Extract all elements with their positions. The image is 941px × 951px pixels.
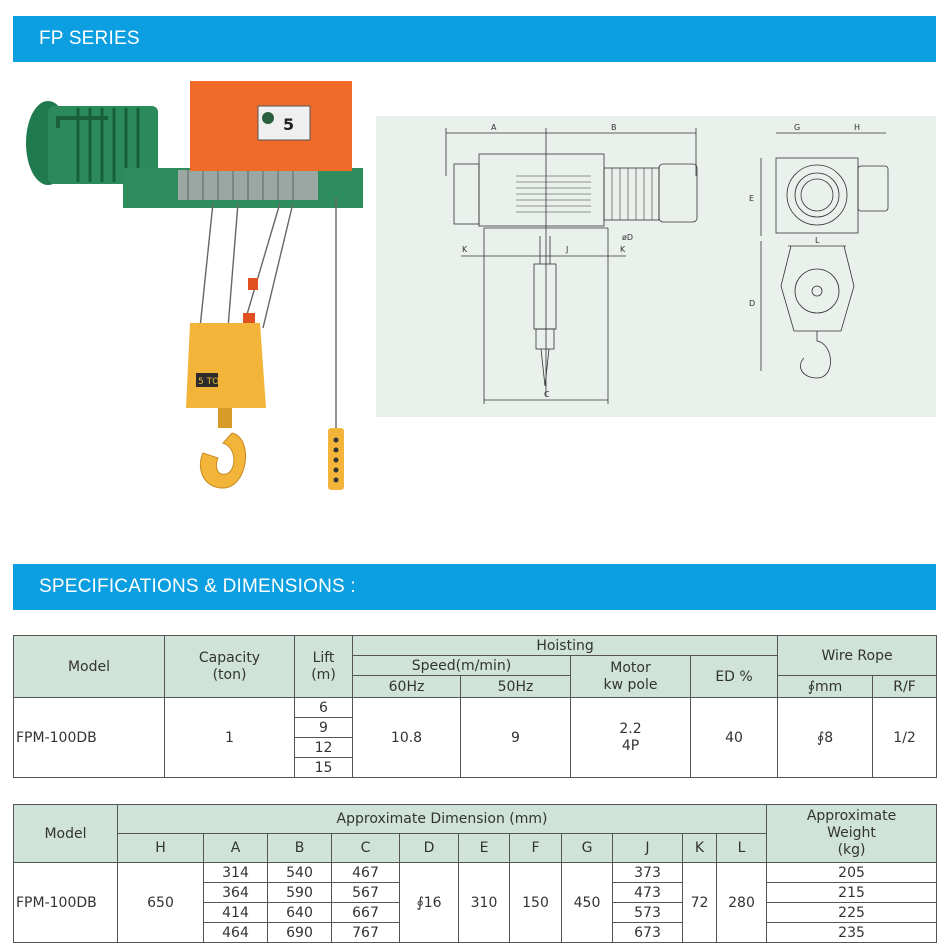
spec-lift: 9 — [295, 718, 353, 738]
spec-lift: 6 — [295, 698, 353, 718]
dim-header-j: J — [613, 834, 683, 863]
series-title: FP SERIES — [39, 28, 140, 49]
spec-motor: 2.2 4P — [571, 698, 691, 778]
header-rf: R/F — [873, 676, 937, 698]
dim-header-b: B — [268, 834, 332, 863]
dim-header-h: H — [118, 834, 204, 863]
header-50hz: 50Hz — [461, 676, 571, 698]
dim-j: 473 — [613, 883, 683, 903]
dim-label-k-left: K — [462, 245, 468, 254]
dimensions-table — [13, 804, 937, 943]
dim-a: 314 — [204, 863, 268, 883]
dim-header-f: F — [510, 834, 562, 863]
dim-header-weight: Approximate Weight (kg) — [767, 805, 937, 863]
dim-j: 573 — [613, 903, 683, 923]
specifications-table — [13, 635, 937, 778]
header-60hz: 60Hz — [353, 676, 461, 698]
dim-weight: 235 — [767, 923, 937, 943]
dim-model: FPM-100DB — [14, 863, 118, 943]
dim-l: 280 — [717, 863, 767, 943]
dim-label-k-right: K — [620, 245, 626, 254]
header-hoisting: Hoisting — [353, 636, 778, 656]
dim-header-a: A — [204, 834, 268, 863]
dim-a: 464 — [204, 923, 268, 943]
header-motor: Motor kw pole — [571, 656, 691, 698]
dimension-drawing — [376, 116, 936, 417]
dim-b: 590 — [268, 883, 332, 903]
capacity-plate-number: 5 — [283, 115, 295, 134]
dim-k: 72 — [683, 863, 717, 943]
dim-a: 414 — [204, 903, 268, 923]
spec-model: FPM-100DB — [14, 698, 165, 778]
dim-g: 450 — [562, 863, 613, 943]
dim-header-l: L — [717, 834, 767, 863]
header-wire-rope: Wire Rope — [778, 636, 937, 676]
header-speed: Speed(m/min) — [353, 656, 571, 676]
spec-rf: 1/2 — [873, 698, 937, 778]
dim-c: 767 — [332, 923, 400, 943]
dim-label-d: øD — [622, 233, 634, 242]
hoist-product-photo — [18, 78, 368, 508]
dim-label-a: A — [491, 123, 497, 132]
dim-header-e: E — [459, 834, 510, 863]
dim-label-c: C — [544, 390, 550, 399]
header-ed: ED % — [691, 656, 778, 698]
dim-c: 467 — [332, 863, 400, 883]
dim-c: 567 — [332, 883, 400, 903]
dim-d: ∮16 — [400, 863, 459, 943]
dim-label-l: L — [815, 236, 820, 245]
dim-b: 540 — [268, 863, 332, 883]
dim-b: 690 — [268, 923, 332, 943]
dim-weight: 215 — [767, 883, 937, 903]
dim-label-j: J — [566, 245, 569, 254]
dim-header-c: C — [332, 834, 400, 863]
dim-header-d: D — [400, 834, 459, 863]
dim-b: 640 — [268, 903, 332, 923]
spec-speed-50: 9 — [461, 698, 571, 778]
header-rope-mm: ∮mm — [778, 676, 873, 698]
dim-header-g: G — [562, 834, 613, 863]
dim-header-k: K — [683, 834, 717, 863]
header-model: Model — [14, 636, 165, 698]
dim-j: 373 — [613, 863, 683, 883]
header-capacity: Capacity (ton) — [165, 636, 295, 698]
dim-e: 310 — [459, 863, 510, 943]
dim-a: 364 — [204, 883, 268, 903]
spec-ed: 40 — [691, 698, 778, 778]
series-banner — [13, 16, 936, 62]
spec-speed-60: 10.8 — [353, 698, 461, 778]
dim-label-f: G — [794, 123, 801, 132]
dim-label-b: B — [611, 123, 617, 132]
specs-banner — [13, 564, 936, 610]
spec-capacity: 1 — [165, 698, 295, 778]
spec-lift: 12 — [295, 738, 353, 758]
spec-lift: 15 — [295, 758, 353, 778]
hook-block-label: 5 TON — [198, 377, 226, 387]
dim-label-g: H — [854, 123, 861, 132]
dim-j: 673 — [613, 923, 683, 943]
dim-header-model: Model — [14, 805, 118, 863]
dim-weight: 205 — [767, 863, 937, 883]
dim-c: 667 — [332, 903, 400, 923]
dim-f: 150 — [510, 863, 562, 943]
dim-header-approx: Approximate Dimension (mm) — [118, 805, 767, 834]
dim-label-h: D — [749, 299, 756, 308]
header-lift: Lift (m) — [295, 636, 353, 698]
dim-label-e: E — [749, 194, 755, 203]
spec-rope-mm: ∮8 — [778, 698, 873, 778]
dim-weight: 225 — [767, 903, 937, 923]
specs-title: SPECIFICATIONS & DIMENSIONS : — [39, 576, 356, 597]
dim-h: 650 — [118, 863, 204, 943]
